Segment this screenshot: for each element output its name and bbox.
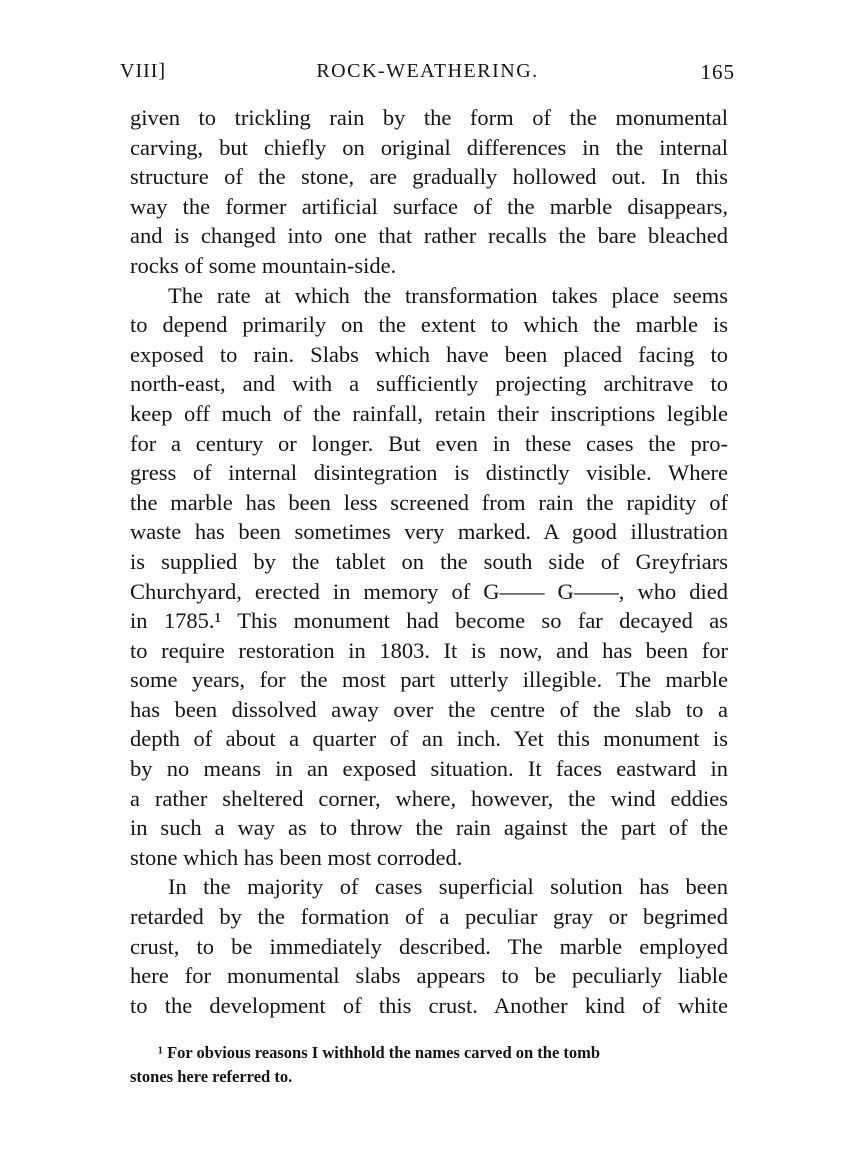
- paragraph: [130, 103, 728, 281]
- text-line: here for monumental slabs appears to be peculiarly liable: [130, 963, 728, 989]
- text-line: waste has been sometimes very marked. A good illustration: [130, 519, 728, 545]
- footnote-line: ¹ For obvious reasons I withhold the names carved on the tomb: [158, 1043, 601, 1062]
- text-line: structure of the stone, are gradually hollowed out. In this: [130, 164, 728, 190]
- paragraph: [130, 872, 728, 1020]
- text-line: to require restoration in 1803. It is now, and has been for: [130, 637, 728, 663]
- text-line: is supplied by the tablet on the south side of Greyfriars: [130, 548, 728, 574]
- text-line: a rather sheltered corner, where, however, the wind eddies: [130, 785, 728, 811]
- text-line: carving, but chiefly on original differences in the internal: [130, 134, 728, 160]
- running-title: ROCK-WEATHERING.: [316, 60, 539, 82]
- text-line: retarded by the formation of a peculiar gray or begrimed: [130, 904, 728, 930]
- text-line: depth of about a quarter of an inch. Yet this monument is: [130, 726, 728, 752]
- page-number: 165: [700, 60, 735, 84]
- text-line: north-east, and with a sufficiently projecting architrave to: [130, 371, 728, 397]
- text-line: to the development of this crust. Another kind of white: [130, 992, 728, 1018]
- footnote-line: stones here referred to.: [130, 1067, 293, 1086]
- text-line: keep off much of the rainfall, retain their inscriptions legible: [130, 400, 728, 426]
- running-head: [120, 60, 735, 90]
- text-line: gress of internal disintegration is distinctly visible. Where: [130, 460, 728, 486]
- text-line: stone which has been most corroded.: [130, 844, 463, 870]
- text-line: rocks of some mountain-side.: [130, 252, 397, 278]
- text-line: crust, to be immediately described. The marble employed: [130, 933, 728, 959]
- text-line: and is changed into one that rather recalls the bare bleached: [130, 223, 728, 249]
- text-line: has been dissolved away over the centre of the slab to a: [130, 696, 728, 722]
- text-line: for a century or longer. But even in these cases the pro-: [130, 430, 728, 456]
- text-line: some years, for the most part utterly illegible. The marble: [130, 667, 728, 693]
- text-line: in 1785.¹ This monument had become so far decayed as: [130, 608, 728, 634]
- text-line: Churchyard, erected in memory of G—— G——, who died: [130, 578, 728, 604]
- text-line: to depend primarily on the extent to which the marble is: [130, 312, 728, 338]
- chapter-number: VIII]: [120, 60, 167, 82]
- paragraph: [130, 281, 728, 873]
- body-text: [130, 103, 728, 1020]
- text-line: the marble has been less screened from rain the rapidity of: [130, 489, 728, 515]
- text-line: The rate at which the transformation takes place seems: [168, 282, 728, 308]
- text-line: in such a way as to throw the rain against the part of the: [130, 815, 728, 841]
- text-line: way the former artificial surface of the marble disappears,: [130, 193, 728, 219]
- text-line: given to trickling rain by the form of the monumental: [130, 105, 728, 130]
- text-line: by no means in an exposed situation. It faces eastward in: [130, 756, 728, 782]
- text-line: exposed to rain. Slabs which have been placed facing to: [130, 341, 728, 367]
- text-line: In the majority of cases superficial solution has been: [168, 874, 728, 900]
- footnote: [130, 1041, 728, 1089]
